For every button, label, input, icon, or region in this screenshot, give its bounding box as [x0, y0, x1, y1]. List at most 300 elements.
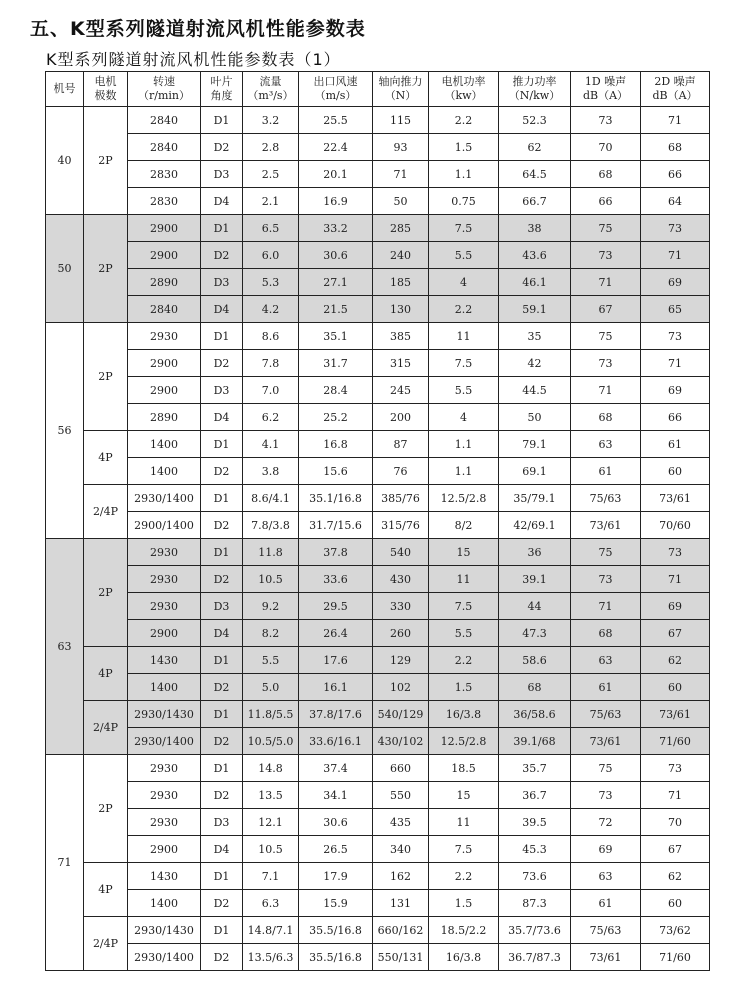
blade-angle-cell: D2 — [201, 566, 243, 593]
header-outlet-velocity-line: （m/s） — [314, 89, 357, 102]
speed-cell: 2900 — [128, 377, 201, 404]
noise-2d-cell: 69 — [641, 377, 710, 404]
table-row — [46, 863, 710, 890]
outlet-velocity-cell: 16.9 — [299, 188, 373, 215]
blade-angle-cell: D1 — [201, 539, 243, 566]
header-thrust-power-line: 推力功率 — [512, 75, 557, 88]
motor-power-cell: 1.1 — [429, 431, 499, 458]
noise-1d-cell: 75 — [571, 215, 641, 242]
table-row — [46, 188, 710, 215]
outlet-velocity-cell: 28.4 — [299, 377, 373, 404]
outlet-velocity-cell: 33.6 — [299, 566, 373, 593]
thrust-power-cell: 36 — [499, 539, 571, 566]
outlet-velocity-cell: 15.6 — [299, 458, 373, 485]
table-row — [46, 512, 710, 539]
flow-cell: 2.5 — [243, 161, 299, 188]
axial-thrust-cell: 550/131 — [373, 944, 429, 971]
thrust-power-cell: 36.7 — [499, 782, 571, 809]
axial-thrust-cell: 76 — [373, 458, 429, 485]
axial-thrust-cell: 540/129 — [373, 701, 429, 728]
blade-angle-cell: D2 — [201, 944, 243, 971]
speed-cell: 1400 — [128, 431, 201, 458]
thrust-power-cell: 36/58.6 — [499, 701, 571, 728]
flow-cell: 6.2 — [243, 404, 299, 431]
thrust-power-cell: 43.6 — [499, 242, 571, 269]
header-machine-no-line: 机号 — [53, 82, 76, 95]
motor-power-cell: 7.5 — [429, 593, 499, 620]
blade-angle-cell: D2 — [201, 512, 243, 539]
thrust-power-cell: 52.3 — [499, 107, 571, 134]
speed-cell: 2930/1400 — [128, 485, 201, 512]
noise-2d-cell: 71 — [641, 107, 710, 134]
noise-2d-cell: 73 — [641, 755, 710, 782]
motor-power-cell: 2.2 — [429, 107, 499, 134]
motor-power-cell: 7.5 — [429, 836, 499, 863]
header-outlet-velocity — [299, 72, 373, 107]
thrust-power-cell: 35.7/73.6 — [499, 917, 571, 944]
noise-1d-cell: 75 — [571, 539, 641, 566]
header-flow-line: （m³/s） — [247, 89, 294, 102]
flow-cell: 3.2 — [243, 107, 299, 134]
speed-cell: 2930/1430 — [128, 917, 201, 944]
motor-power-cell: 2.2 — [429, 863, 499, 890]
speed-cell: 2840 — [128, 107, 201, 134]
machine-no-cell: 50 — [46, 215, 84, 323]
table-row — [46, 458, 710, 485]
axial-thrust-cell: 162 — [373, 863, 429, 890]
header-noise-1d-line: 1D 噪声 — [584, 75, 627, 88]
outlet-velocity-cell: 17.6 — [299, 647, 373, 674]
axial-thrust-cell: 50 — [373, 188, 429, 215]
noise-2d-cell: 71 — [641, 566, 710, 593]
noise-2d-cell: 73 — [641, 215, 710, 242]
speed-cell: 2930 — [128, 809, 201, 836]
motor-power-cell: 2.2 — [429, 296, 499, 323]
outlet-velocity-cell: 37.8 — [299, 539, 373, 566]
axial-thrust-cell: 129 — [373, 647, 429, 674]
noise-1d-cell: 71 — [571, 269, 641, 296]
thrust-power-cell: 50 — [499, 404, 571, 431]
header-motor-poles-line: 极数 — [94, 89, 117, 102]
noise-1d-cell: 72 — [571, 809, 641, 836]
flow-cell: 14.8/7.1 — [243, 917, 299, 944]
axial-thrust-cell: 200 — [373, 404, 429, 431]
flow-cell: 8.6/4.1 — [243, 485, 299, 512]
noise-2d-cell: 60 — [641, 458, 710, 485]
motor-power-cell: 1.5 — [429, 674, 499, 701]
table-row — [46, 404, 710, 431]
motor-power-cell: 11 — [429, 809, 499, 836]
motor-power-cell: 18.5 — [429, 755, 499, 782]
thrust-power-cell: 46.1 — [499, 269, 571, 296]
blade-angle-cell: D1 — [201, 107, 243, 134]
table-row — [46, 728, 710, 755]
blade-angle-cell: D1 — [201, 917, 243, 944]
header-motor-power-line: 电机功率 — [441, 75, 486, 88]
axial-thrust-cell: 115 — [373, 107, 429, 134]
noise-2d-cell: 66 — [641, 161, 710, 188]
machine-no-cell: 40 — [46, 107, 84, 215]
noise-1d-cell: 73/61 — [571, 728, 641, 755]
thrust-power-cell: 58.6 — [499, 647, 571, 674]
motor-poles-cell: 2/4P — [84, 917, 128, 971]
header-thrust-power-line: （N/kw） — [508, 89, 561, 102]
outlet-velocity-cell: 17.9 — [299, 863, 373, 890]
axial-thrust-cell: 185 — [373, 269, 429, 296]
thrust-power-cell: 62 — [499, 134, 571, 161]
noise-2d-cell: 60 — [641, 674, 710, 701]
noise-1d-cell: 73/61 — [571, 512, 641, 539]
noise-2d-cell: 73/61 — [641, 485, 710, 512]
thrust-power-cell: 87.3 — [499, 890, 571, 917]
outlet-velocity-cell: 33.6/16.1 — [299, 728, 373, 755]
motor-power-cell: 15 — [429, 782, 499, 809]
speed-cell: 2930 — [128, 755, 201, 782]
speed-cell: 2900 — [128, 620, 201, 647]
header-speed-line: （r/min） — [138, 89, 190, 102]
motor-power-cell: 5.5 — [429, 377, 499, 404]
header-noise-2d-line: 2D 噪声 — [654, 75, 696, 88]
noise-1d-cell: 73/61 — [571, 944, 641, 971]
header-flow-line: 流量 — [259, 75, 282, 88]
speed-cell: 2830 — [128, 161, 201, 188]
speed-cell: 2930/1400 — [128, 944, 201, 971]
noise-2d-cell: 70 — [641, 809, 710, 836]
table-row — [46, 917, 710, 944]
motor-poles-cell: 4P — [84, 647, 128, 701]
motor-power-cell: 4 — [429, 269, 499, 296]
thrust-power-cell: 42 — [499, 350, 571, 377]
table-row — [46, 647, 710, 674]
outlet-velocity-cell: 31.7/15.6 — [299, 512, 373, 539]
noise-1d-cell: 63 — [571, 431, 641, 458]
speed-cell: 1400 — [128, 890, 201, 917]
axial-thrust-cell: 260 — [373, 620, 429, 647]
noise-1d-cell: 61 — [571, 458, 641, 485]
blade-angle-cell: D1 — [201, 701, 243, 728]
flow-cell: 3.8 — [243, 458, 299, 485]
thrust-power-cell: 38 — [499, 215, 571, 242]
thrust-power-cell: 42/69.1 — [499, 512, 571, 539]
table-row — [46, 809, 710, 836]
flow-cell: 11.8/5.5 — [243, 701, 299, 728]
flow-cell: 8.6 — [243, 323, 299, 350]
blade-angle-cell: D2 — [201, 134, 243, 161]
table-row — [46, 620, 710, 647]
header-speed — [128, 72, 201, 107]
blade-angle-cell: D4 — [201, 296, 243, 323]
axial-thrust-cell: 315 — [373, 350, 429, 377]
header-axial-thrust — [373, 72, 429, 107]
axial-thrust-cell: 550 — [373, 782, 429, 809]
table-row — [46, 890, 710, 917]
fan-spec-table — [45, 71, 710, 971]
motor-power-cell: 7.5 — [429, 350, 499, 377]
motor-power-cell: 7.5 — [429, 215, 499, 242]
header-motor-power-line: （kw） — [444, 89, 483, 102]
axial-thrust-cell: 93 — [373, 134, 429, 161]
blade-angle-cell: D4 — [201, 620, 243, 647]
noise-1d-cell: 71 — [571, 593, 641, 620]
machine-no-cell: 71 — [46, 755, 84, 971]
axial-thrust-cell: 87 — [373, 431, 429, 458]
noise-2d-cell: 71 — [641, 782, 710, 809]
blade-angle-cell: D2 — [201, 782, 243, 809]
axial-thrust-cell: 660 — [373, 755, 429, 782]
table-header — [46, 72, 710, 107]
noise-1d-cell: 73 — [571, 350, 641, 377]
table-row — [46, 566, 710, 593]
flow-cell: 8.2 — [243, 620, 299, 647]
motor-power-cell: 0.75 — [429, 188, 499, 215]
flow-cell: 5.3 — [243, 269, 299, 296]
noise-2d-cell: 73 — [641, 539, 710, 566]
blade-angle-cell: D2 — [201, 350, 243, 377]
thrust-power-cell: 39.1/68 — [499, 728, 571, 755]
table-body — [46, 107, 710, 971]
machine-no-cell: 56 — [46, 323, 84, 539]
blade-angle-cell: D1 — [201, 323, 243, 350]
blade-angle-cell: D3 — [201, 809, 243, 836]
noise-2d-cell: 71/60 — [641, 728, 710, 755]
noise-1d-cell: 75/63 — [571, 701, 641, 728]
table-row — [46, 323, 710, 350]
speed-cell: 2900 — [128, 242, 201, 269]
header-noise-2d — [641, 72, 710, 107]
table-row — [46, 242, 710, 269]
table-row — [46, 107, 710, 134]
thrust-power-cell: 59.1 — [499, 296, 571, 323]
motor-poles-cell: 2/4P — [84, 701, 128, 755]
noise-1d-cell: 73 — [571, 107, 641, 134]
flow-cell: 5.0 — [243, 674, 299, 701]
noise-1d-cell: 75 — [571, 755, 641, 782]
noise-2d-cell: 65 — [641, 296, 710, 323]
header-thrust-power — [499, 72, 571, 107]
outlet-velocity-cell: 16.8 — [299, 431, 373, 458]
flow-cell: 7.8/3.8 — [243, 512, 299, 539]
header-noise-1d — [571, 72, 641, 107]
speed-cell: 2930 — [128, 539, 201, 566]
outlet-velocity-cell: 25.5 — [299, 107, 373, 134]
axial-thrust-cell: 385/76 — [373, 485, 429, 512]
table-row — [46, 377, 710, 404]
noise-1d-cell: 70 — [571, 134, 641, 161]
noise-1d-cell: 68 — [571, 161, 641, 188]
noise-2d-cell: 69 — [641, 269, 710, 296]
noise-1d-cell: 63 — [571, 863, 641, 890]
noise-2d-cell: 73/61 — [641, 701, 710, 728]
axial-thrust-cell: 385 — [373, 323, 429, 350]
motor-power-cell: 18.5/2.2 — [429, 917, 499, 944]
noise-1d-cell: 73 — [571, 566, 641, 593]
motor-poles-cell: 2P — [84, 107, 128, 215]
speed-cell: 2900 — [128, 350, 201, 377]
speed-cell: 2900 — [128, 215, 201, 242]
speed-cell: 2840 — [128, 134, 201, 161]
table-row — [46, 161, 710, 188]
noise-1d-cell: 68 — [571, 404, 641, 431]
speed-cell: 2890 — [128, 269, 201, 296]
outlet-velocity-cell: 35.1 — [299, 323, 373, 350]
outlet-velocity-cell: 30.6 — [299, 809, 373, 836]
machine-no-cell: 63 — [46, 539, 84, 755]
axial-thrust-cell: 430/102 — [373, 728, 429, 755]
noise-1d-cell: 75/63 — [571, 485, 641, 512]
speed-cell: 2890 — [128, 404, 201, 431]
header-blade-angle-line: 叶片 — [210, 75, 233, 88]
flow-cell: 2.1 — [243, 188, 299, 215]
speed-cell: 2930 — [128, 323, 201, 350]
noise-2d-cell: 71 — [641, 242, 710, 269]
noise-1d-cell: 61 — [571, 890, 641, 917]
axial-thrust-cell: 435 — [373, 809, 429, 836]
noise-2d-cell: 60 — [641, 890, 710, 917]
header-motor-power — [429, 72, 499, 107]
motor-poles-cell: 2P — [84, 539, 128, 647]
axial-thrust-cell: 245 — [373, 377, 429, 404]
speed-cell: 1400 — [128, 458, 201, 485]
table-row — [46, 674, 710, 701]
table-row — [46, 836, 710, 863]
outlet-velocity-cell: 29.5 — [299, 593, 373, 620]
table-row — [46, 215, 710, 242]
motor-power-cell: 1.1 — [429, 458, 499, 485]
axial-thrust-cell: 315/76 — [373, 512, 429, 539]
noise-2d-cell: 67 — [641, 836, 710, 863]
noise-2d-cell: 64 — [641, 188, 710, 215]
outlet-velocity-cell: 37.8/17.6 — [299, 701, 373, 728]
noise-1d-cell: 75/63 — [571, 917, 641, 944]
outlet-velocity-cell: 20.1 — [299, 161, 373, 188]
motor-poles-cell: 4P — [84, 863, 128, 917]
noise-2d-cell: 68 — [641, 134, 710, 161]
noise-2d-cell: 69 — [641, 593, 710, 620]
flow-cell: 6.0 — [243, 242, 299, 269]
thrust-power-cell: 44.5 — [499, 377, 571, 404]
thrust-power-cell: 36.7/87.3 — [499, 944, 571, 971]
motor-poles-cell: 4P — [84, 431, 128, 485]
thrust-power-cell: 39.1 — [499, 566, 571, 593]
outlet-velocity-cell: 35.1/16.8 — [299, 485, 373, 512]
flow-cell: 7.8 — [243, 350, 299, 377]
blade-angle-cell: D1 — [201, 485, 243, 512]
motor-poles-cell: 2P — [84, 323, 128, 431]
header-noise-1d-line: dB（A） — [582, 89, 629, 102]
header-speed-line: 转速 — [153, 75, 175, 88]
header-row — [46, 72, 710, 107]
header-machine-no — [46, 72, 84, 107]
thrust-power-cell: 35.7 — [499, 755, 571, 782]
flow-cell: 10.5/5.0 — [243, 728, 299, 755]
outlet-velocity-cell: 21.5 — [299, 296, 373, 323]
motor-power-cell: 12.5/2.8 — [429, 728, 499, 755]
speed-cell: 1430 — [128, 863, 201, 890]
blade-angle-cell: D2 — [201, 728, 243, 755]
table-row — [46, 350, 710, 377]
table-row — [46, 944, 710, 971]
axial-thrust-cell: 240 — [373, 242, 429, 269]
outlet-velocity-cell: 26.5 — [299, 836, 373, 863]
motor-power-cell: 5.5 — [429, 620, 499, 647]
table-row — [46, 296, 710, 323]
motor-poles-cell: 2P — [84, 755, 128, 863]
thrust-power-cell: 35/79.1 — [499, 485, 571, 512]
header-outlet-velocity-line: 出口风速 — [313, 75, 358, 88]
flow-cell: 5.5 — [243, 647, 299, 674]
header-motor-poles-line: 电机 — [94, 75, 117, 88]
noise-1d-cell: 69 — [571, 836, 641, 863]
blade-angle-cell: D1 — [201, 755, 243, 782]
motor-power-cell: 8/2 — [429, 512, 499, 539]
table-row — [46, 269, 710, 296]
table-row — [46, 755, 710, 782]
blade-angle-cell: D1 — [201, 431, 243, 458]
motor-poles-cell: 2P — [84, 215, 128, 323]
header-axial-thrust-line: 轴向推力 — [378, 75, 423, 88]
flow-cell: 11.8 — [243, 539, 299, 566]
blade-angle-cell: D3 — [201, 269, 243, 296]
speed-cell: 1400 — [128, 674, 201, 701]
thrust-power-cell: 44 — [499, 593, 571, 620]
header-blade-angle — [201, 72, 243, 107]
thrust-power-cell: 45.3 — [499, 836, 571, 863]
axial-thrust-cell: 71 — [373, 161, 429, 188]
table-caption: K型系列隧道射流风机性能参数表（1） — [46, 50, 341, 69]
outlet-velocity-cell: 27.1 — [299, 269, 373, 296]
blade-angle-cell: D3 — [201, 161, 243, 188]
outlet-velocity-cell: 16.1 — [299, 674, 373, 701]
thrust-power-cell: 39.5 — [499, 809, 571, 836]
speed-cell: 2900 — [128, 836, 201, 863]
table-row — [46, 593, 710, 620]
motor-power-cell: 2.2 — [429, 647, 499, 674]
noise-1d-cell: 66 — [571, 188, 641, 215]
blade-angle-cell: D3 — [201, 377, 243, 404]
noise-1d-cell: 61 — [571, 674, 641, 701]
blade-angle-cell: D2 — [201, 242, 243, 269]
motor-power-cell: 4 — [429, 404, 499, 431]
blade-angle-cell: D2 — [201, 458, 243, 485]
speed-cell: 2930 — [128, 782, 201, 809]
table-row — [46, 134, 710, 161]
flow-cell: 9.2 — [243, 593, 299, 620]
header-blade-angle-line: 角度 — [210, 89, 233, 102]
flow-cell: 12.1 — [243, 809, 299, 836]
blade-angle-cell: D1 — [201, 647, 243, 674]
speed-cell: 2840 — [128, 296, 201, 323]
motor-power-cell: 16/3.8 — [429, 944, 499, 971]
blade-angle-cell: D2 — [201, 674, 243, 701]
motor-power-cell: 5.5 — [429, 242, 499, 269]
motor-power-cell: 15 — [429, 539, 499, 566]
motor-power-cell: 1.5 — [429, 890, 499, 917]
flow-cell: 7.0 — [243, 377, 299, 404]
noise-2d-cell: 61 — [641, 431, 710, 458]
header-flow — [243, 72, 299, 107]
noise-2d-cell: 62 — [641, 647, 710, 674]
table-row — [46, 431, 710, 458]
axial-thrust-cell: 540 — [373, 539, 429, 566]
outlet-velocity-cell: 33.2 — [299, 215, 373, 242]
motor-power-cell: 16/3.8 — [429, 701, 499, 728]
noise-2d-cell: 67 — [641, 620, 710, 647]
blade-angle-cell: D3 — [201, 593, 243, 620]
outlet-velocity-cell: 34.1 — [299, 782, 373, 809]
axial-thrust-cell: 660/162 — [373, 917, 429, 944]
motor-power-cell: 1.5 — [429, 134, 499, 161]
thrust-power-cell: 73.6 — [499, 863, 571, 890]
